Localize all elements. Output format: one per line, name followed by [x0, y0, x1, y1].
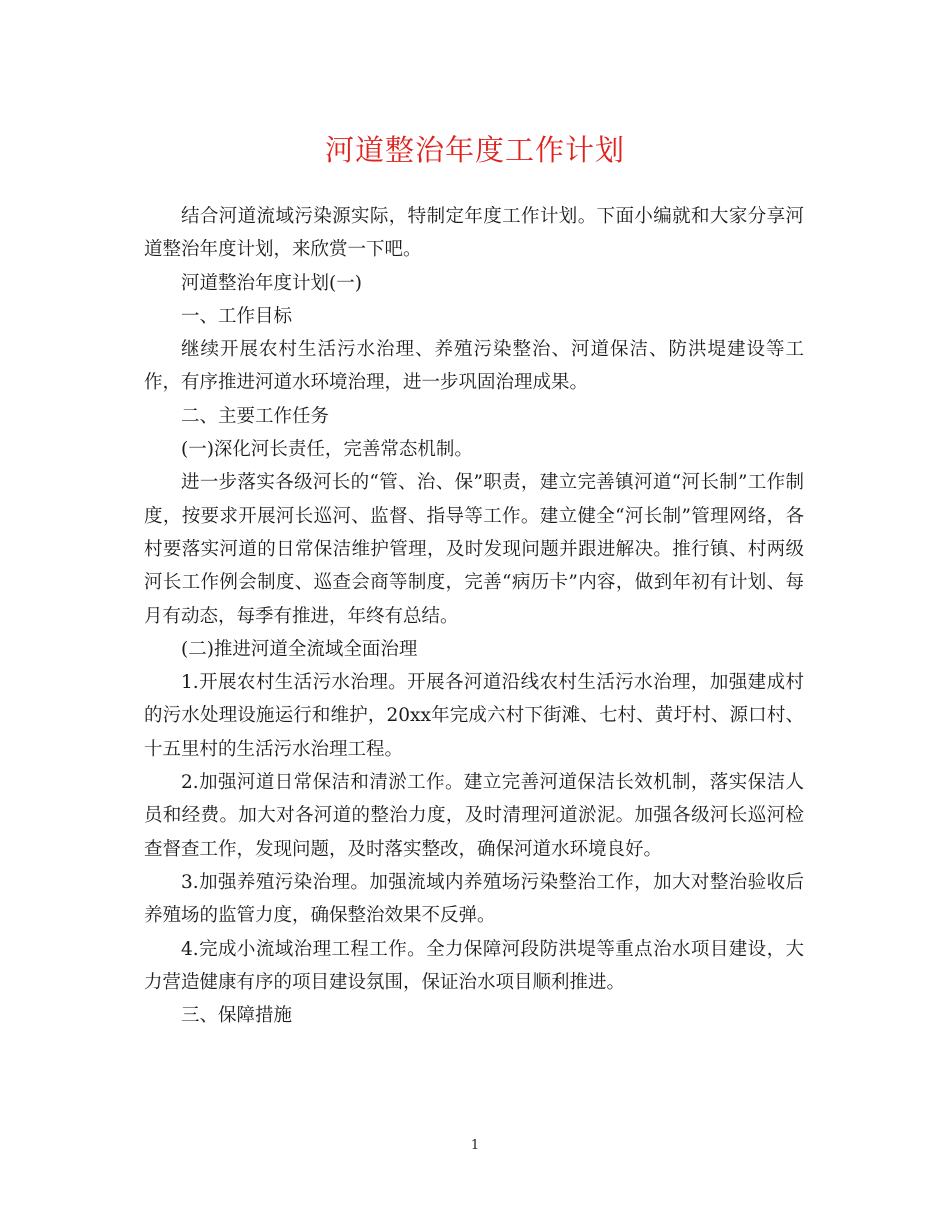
section-heading-goals: 一、工作目标 [181, 305, 293, 327]
section-plan-heading: 河道整治年度计划(一) [181, 272, 362, 294]
paragraph-item-4: 4.完成小流域治理工程工作。全力保障河段防洪堤等重点治水项目建设，大力营造健康有序的项目建设氛围，保证治水项目顺利推进。 [144, 938, 804, 993]
subsection-heading-2: (二)推进河道全流域全面治理 [181, 638, 418, 660]
section-heading-measures: 三、保障措施 [181, 1005, 293, 1027]
paragraph-item-1: 1.开展农村生活污水治理。开展各河道沿线农村生活污水治理，加强建成村的污水处理设施运行和维护，20xx年完成六村下街滩、七村、黄圩村、源口村、十五里村的生活污水治理工程。 [144, 672, 804, 760]
paragraph-item-2: 2.加强河道日常保洁和清淤工作。建立完善河道保洁长效机制，落实保洁人员和经费。加大对各河道的整治力度，及时清理河道淤泥。加强各级河长巡河检查督查工作，发现问题，及时落实整改，确保河道水环境良好。 [144, 772, 804, 860]
section-heading-tasks: 二、主要工作任务 [181, 405, 330, 427]
document-title: 河道整治年度工作计划 [324, 133, 625, 167]
subsection-heading-1: (一)深化河长责任，完善常态机制。 [181, 439, 473, 461]
paragraph-river-chief: 进一步落实各级河长的“管、治、保”职责，建立完善镇河道“河长制”工作制度，按要求开展河长巡河、监督、指导等工作。建立健全“河长制”管理网络，各村要落实河道的日常保洁维护管理，及时发现问题并跟进解决。推行镇、村两级河长工作例会制度、巡查会商等制度，完善“病历卡”内容，做到年初有计划、每月有动态，每季有推进，年终有总结。 [144, 472, 804, 627]
document-body [144, 200, 804, 1032]
paragraph-intro: 结合河道流域污染源实际，特制定年度工作计划。下面小编就和大家分享河道整治年度计划，来欣赏一下吧。 [144, 206, 804, 261]
paragraph-goals: 继续开展农村生活污水治理、养殖污染整治、河道保洁、防洪堤建设等工作，有序推进河道水环境治理，进一步巩固治理成果。 [144, 339, 804, 394]
page-number: 1 [470, 1138, 480, 1153]
paragraph-item-3: 3.加强养殖污染治理。加强流域内养殖场污染整治工作，加大对整治验收后养殖场的监管力度，确保整治效果不反弹。 [144, 871, 804, 927]
